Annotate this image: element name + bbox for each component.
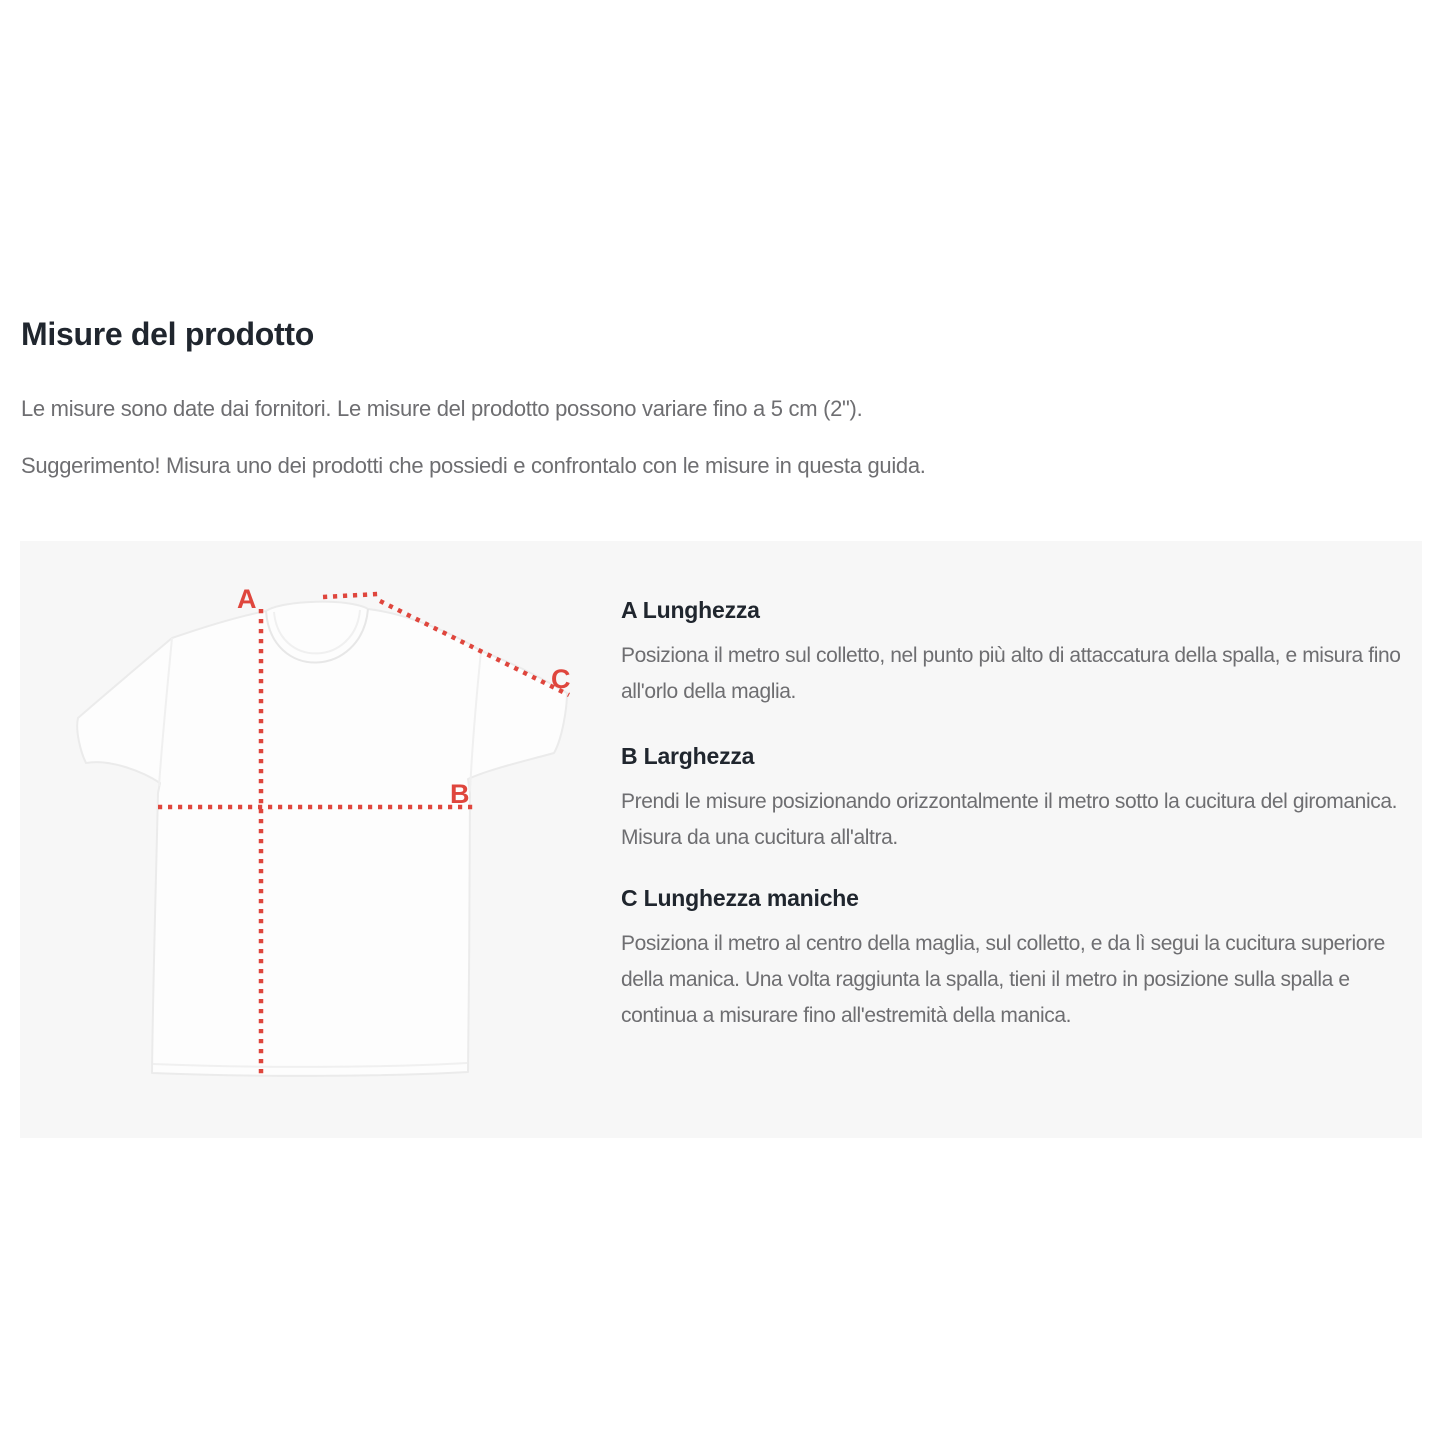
- intro-paragraph-tolerance: Le misure sono date dai fornitori. Le misure del prodotto possono variare fino a 5 cm (2").: [21, 396, 863, 421]
- section-body-width: Prendi le misure posizionando orizzontalmente il metro sotto la cucitura del giromanica. Misura da una cucitura all'altra.: [621, 790, 1398, 849]
- sleeve-measure-line-c-collar: [323, 594, 378, 597]
- section-heading-width: B Larghezza: [621, 743, 755, 769]
- section-body-length: Posiziona il metro sul colletto, nel punto più alto di attaccatura della spalla, e misura fino all'orlo della maglia.: [621, 644, 1401, 703]
- measure-label-c: C: [551, 664, 571, 694]
- tshirt-shape: [77, 602, 567, 1076]
- section-heading-sleeve-length: C Lunghezza maniche: [621, 885, 859, 911]
- tshirt-measurement-diagram: [20, 541, 640, 1138]
- section-body-sleeve-length: Posiziona il metro al centro della maglia, sul colletto, e da lì segui la cucitura superiore della manica. Una volta raggiunta la spalla, tieni il metro in posizione sulla spalla e continua a misurare fino all'estremità della manica.: [621, 932, 1385, 1027]
- page-title: Misure del prodotto: [21, 316, 314, 352]
- size-guide-panel: [20, 541, 1422, 1138]
- measure-label-b: B: [450, 779, 470, 809]
- section-heading-length: A Lunghezza: [621, 597, 760, 623]
- intro-paragraph-tip: Suggerimento! Misura uno dei prodotti che possiedi e confrontalo con le misure in questa guida.: [21, 453, 926, 478]
- measure-label-a: A: [237, 584, 257, 614]
